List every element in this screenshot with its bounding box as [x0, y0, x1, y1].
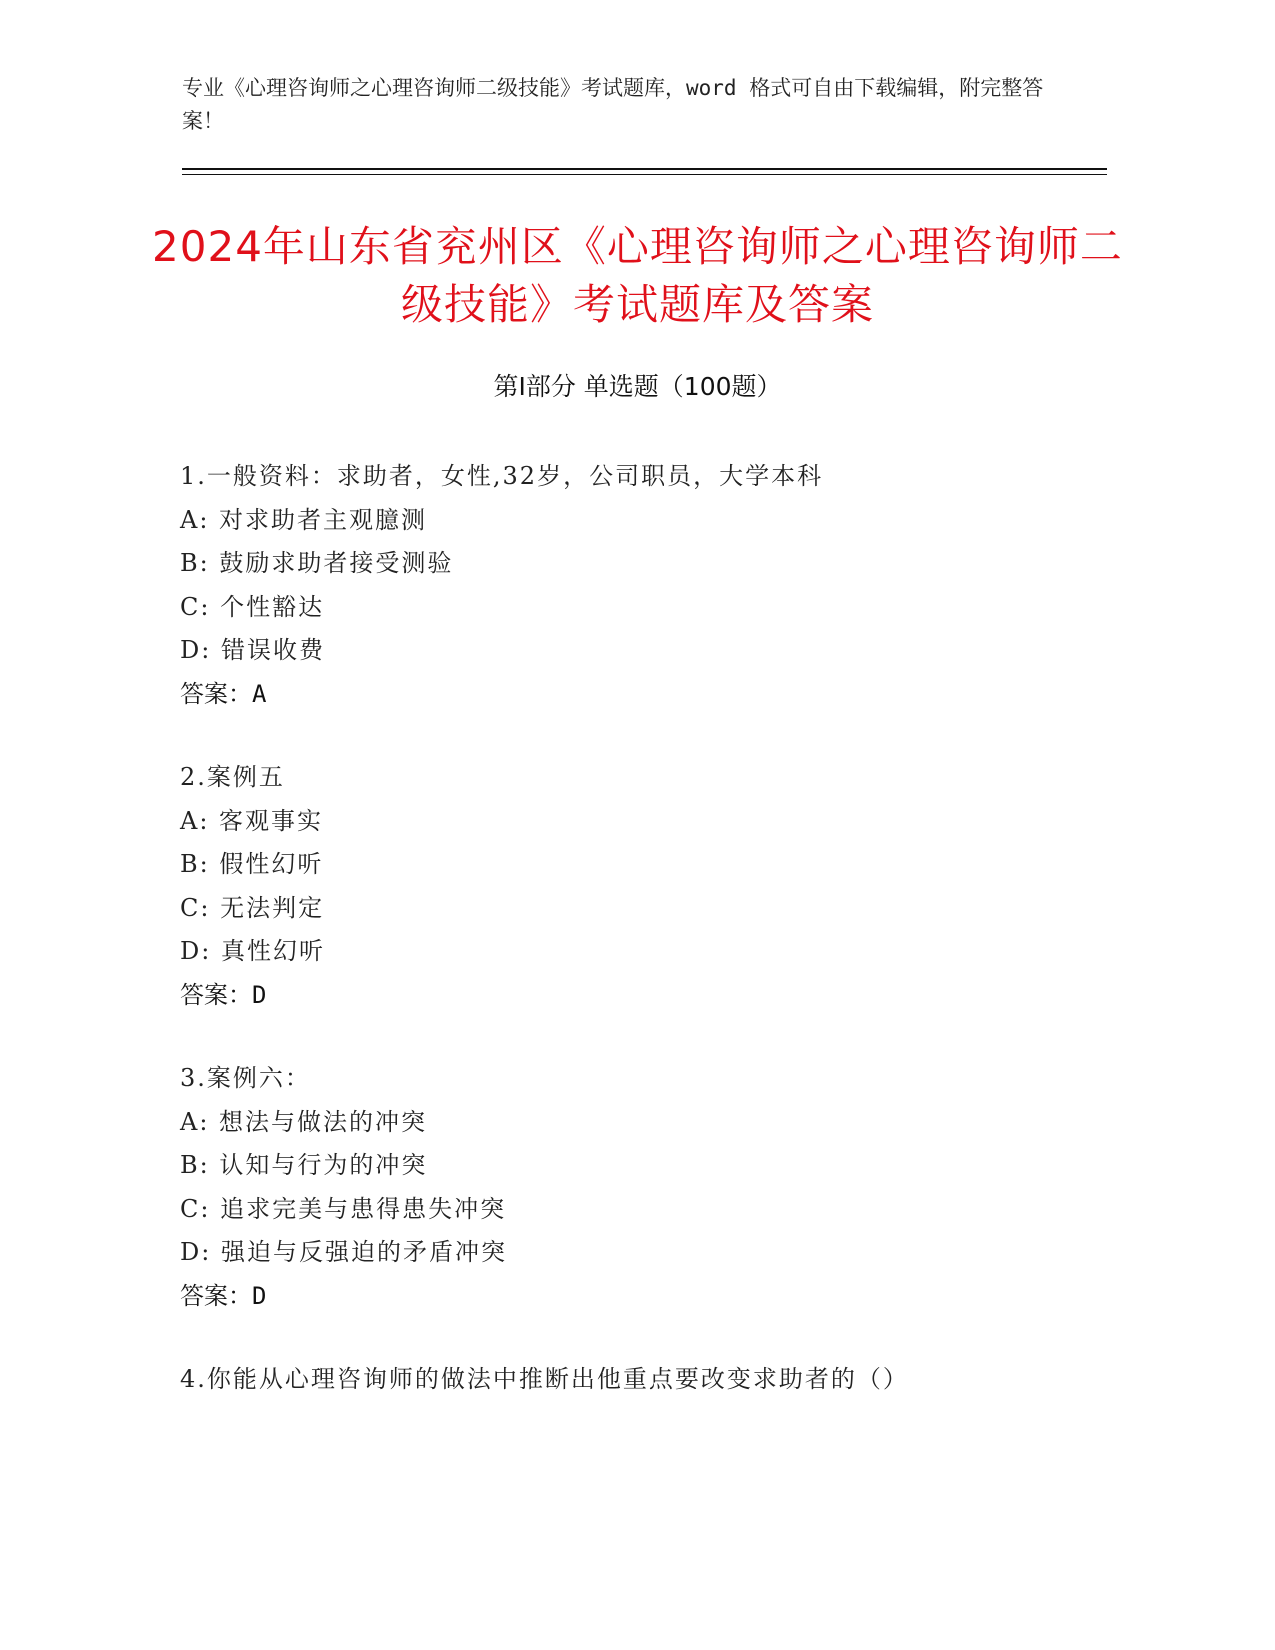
answer-label: 答案： — [180, 980, 252, 1009]
answer-value: D — [252, 980, 267, 1009]
document-title: 2024年山东省兖州区《心理咨询师之心理咨询师二级技能》考试题库及答案 — [152, 222, 1123, 329]
answer-value: D — [252, 1281, 267, 1310]
answer-label: 答案： — [180, 679, 252, 708]
answer-line — [180, 974, 1140, 1018]
question-stem: 2.案例五 — [180, 763, 285, 791]
question-stem: 4.你能从心理咨询师的做法中推断出他重点要改变求助者的（） — [180, 1365, 909, 1393]
question-stem: 1.一般资料：求助者，女性,32岁，公司职员，大学本科 — [180, 462, 824, 490]
option-c: C: 追求完美与患得患失冲突 — [180, 1194, 507, 1223]
answer-line — [180, 1275, 1140, 1319]
question-item — [180, 1057, 1140, 1318]
header-divider-thin — [182, 174, 1107, 175]
option-b: B: 鼓励求助者接受测验 — [180, 549, 454, 577]
question-item — [180, 756, 1140, 1017]
question-stem: 3.案例六： — [180, 1064, 311, 1092]
answer-label: 答案： — [180, 1281, 252, 1310]
option-a: A: 对求助者主观臆测 — [180, 505, 428, 534]
option-b: B: 假性幻听 — [180, 850, 324, 878]
option-d: D: 强迫与反强迫的矛盾冲突 — [180, 1238, 507, 1266]
option-a: A: 客观事实 — [180, 806, 324, 835]
header-note: 专业《心理咨询师之心理咨询师二级技能》考试题库，word 格式可自由下载编辑，附完整答案！ — [182, 76, 1044, 133]
header-divider — [182, 168, 1107, 170]
option-a: A: 想法与做法的冲突 — [180, 1107, 428, 1136]
option-b: B: 认知与行为的冲突 — [180, 1151, 428, 1179]
question-item — [180, 455, 1140, 716]
answer-value: A — [252, 679, 267, 708]
answer-line — [180, 673, 1140, 717]
question-item — [180, 1358, 1140, 1402]
question-list — [180, 455, 1140, 1442]
option-c: C: 个性豁达 — [180, 592, 325, 621]
option-c: C: 无法判定 — [180, 893, 325, 922]
section-heading: 第Ⅰ部分 单选题（100题） — [493, 372, 782, 401]
option-d: D: 错误收费 — [180, 636, 325, 664]
option-d: D: 真性幻听 — [180, 937, 325, 965]
